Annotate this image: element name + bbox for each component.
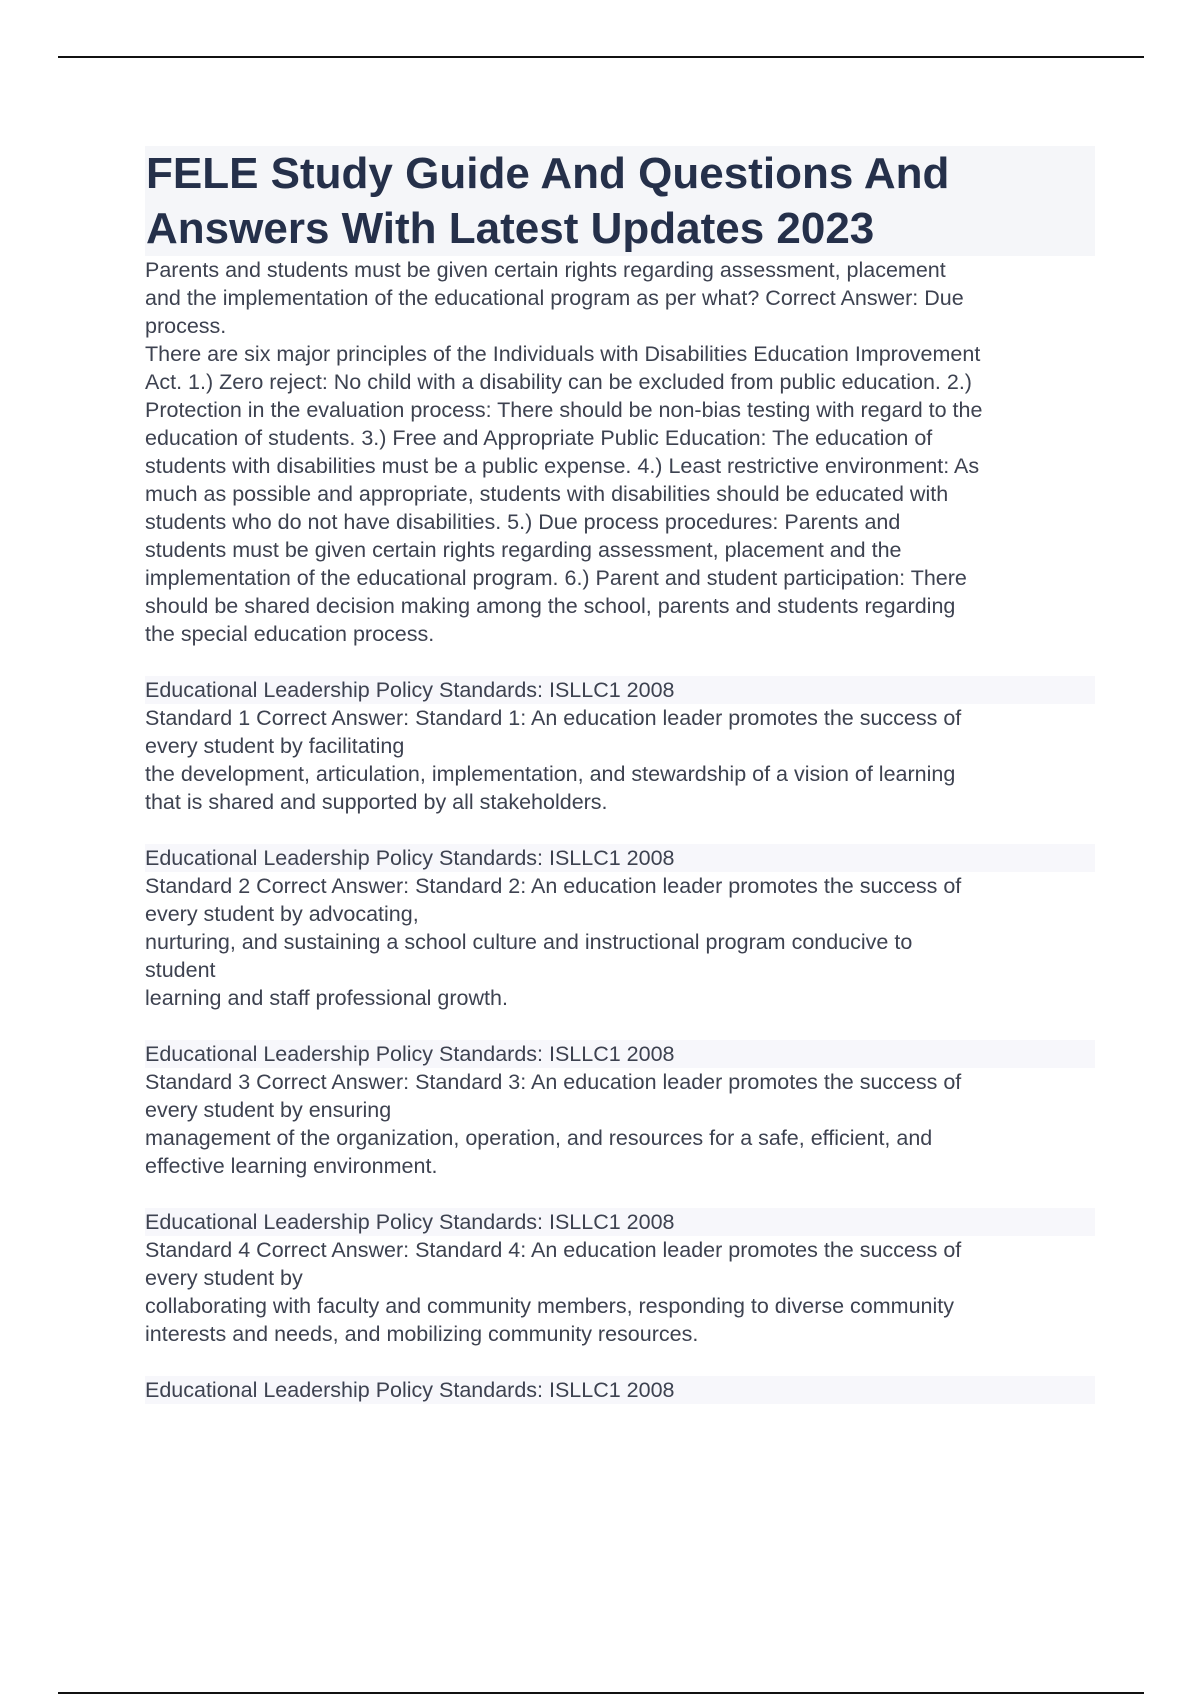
standard-1-block: [145, 676, 1095, 816]
standard-heading: Educational Leadership Policy Standards: ISLLC1 2008: [145, 1040, 1095, 1068]
standard-heading: Educational Leadership Policy Standards: ISLLC1 2008: [145, 844, 1095, 872]
standard-line: learning and staff professional growth.: [145, 986, 508, 1010]
intro-line: implementation of the educational program. 6.) Parent and student participation: There: [145, 566, 967, 590]
intro-paragraph: [145, 256, 1095, 648]
title-line: Answers With Latest Updates 2023: [146, 204, 875, 253]
intro-line: the special education process.: [145, 622, 435, 646]
standard-4-block: [145, 1208, 1095, 1348]
standard-line: every student by ensuring: [145, 1098, 392, 1122]
standard-heading: Educational Leadership Policy Standards: ISLLC1 2008: [145, 676, 1095, 704]
standard-3-block: [145, 1040, 1095, 1180]
standard-line: effective learning environment.: [145, 1154, 438, 1178]
intro-line: and the implementation of the educational program as per what? Correct Answer: Due: [145, 286, 964, 310]
document-body: [145, 256, 1095, 1404]
standard-line: that is shared and supported by all stakeholders.: [145, 790, 608, 814]
standard-line: student: [145, 958, 216, 982]
intro-line: students must be given certain rights regarding assessment, placement and the: [145, 538, 902, 562]
intro-line: students with disabilities must be a public expense. 4.) Least restrictive environment: As: [145, 454, 980, 478]
standard-line: Standard 2 Correct Answer: Standard 2: An education leader promotes the success of: [145, 874, 962, 898]
standard-line: nurturing, and sustaining a school culture and instructional program conducive to: [145, 930, 913, 954]
intro-line: should be shared decision making among the school, parents and students regarding: [145, 594, 956, 618]
standard-line: management of the organization, operation, and resources for a safe, efficient, and: [145, 1126, 933, 1150]
intro-line: education of students. 3.) Free and Appropriate Public Education: The education of: [145, 426, 933, 450]
standard-line: Standard 3 Correct Answer: Standard 3: An education leader promotes the success of: [145, 1070, 962, 1094]
standard-heading: Educational Leadership Policy Standards: ISLLC1 2008: [145, 1208, 1095, 1236]
intro-line: Parents and students must be given certain rights regarding assessment, placement: [145, 258, 946, 282]
document-title: [145, 146, 1095, 256]
intro-line: Act. 1.) Zero reject: No child with a disability can be excluded from public education. 2.): [145, 370, 972, 394]
top-rule: [58, 56, 1144, 58]
standard-line: the development, articulation, implementation, and stewardship of a vision of learning: [145, 762, 956, 786]
standard-line: every student by advocating,: [145, 902, 419, 926]
standard-5-block: [145, 1376, 1095, 1404]
intro-line: students who do not have disabilities. 5.) Due process procedures: Parents and: [145, 510, 901, 534]
standard-2-block: [145, 844, 1095, 1012]
title-line: FELE Study Guide And Questions And: [146, 149, 950, 198]
standard-line: collaborating with faculty and community members, responding to diverse community: [145, 1294, 955, 1318]
intro-line: process.: [145, 314, 227, 338]
document-content: [145, 146, 1095, 1404]
intro-line: There are six major principles of the Individuals with Disabilities Education Improvement: [145, 342, 981, 366]
standard-heading: Educational Leadership Policy Standards: ISLLC1 2008: [145, 1376, 1095, 1404]
standard-line: every student by: [145, 1266, 303, 1290]
standard-line: Standard 4 Correct Answer: Standard 4: An education leader promotes the success of: [145, 1238, 962, 1262]
bottom-rule: [58, 1692, 1144, 1694]
standard-line: Standard 1 Correct Answer: Standard 1: An education leader promotes the success of: [145, 706, 962, 730]
intro-line: much as possible and appropriate, students with disabilities should be educated with: [145, 482, 949, 506]
standard-line: every student by facilitating: [145, 734, 405, 758]
intro-line: Protection in the evaluation process: There should be non-bias testing with regard to the: [145, 398, 983, 422]
standard-line: interests and needs, and mobilizing community resources.: [145, 1322, 699, 1346]
